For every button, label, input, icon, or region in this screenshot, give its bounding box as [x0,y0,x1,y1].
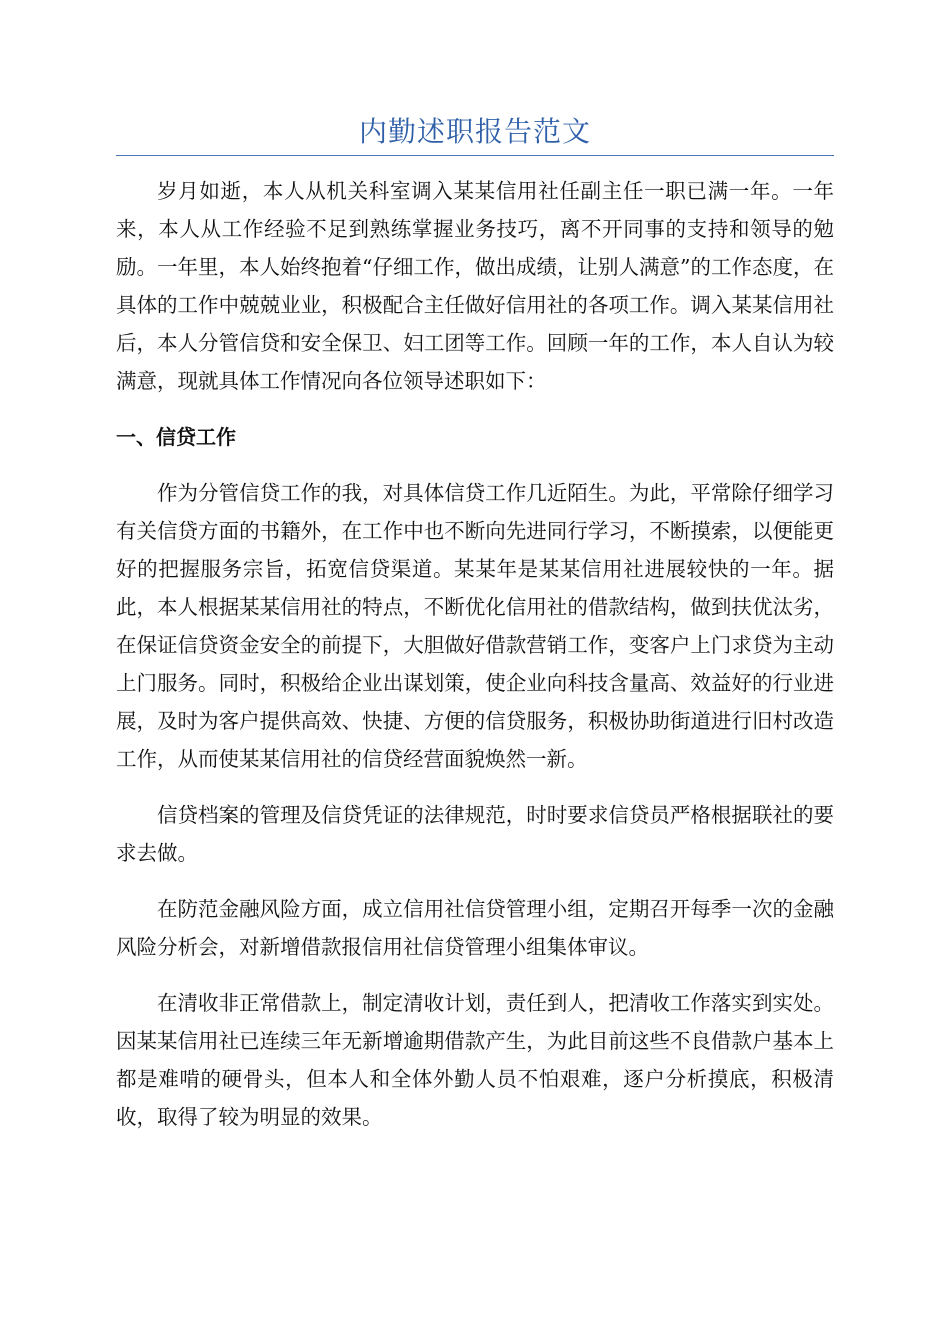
section-paragraph: 在防范金融风险方面，成立信用社信贷管理小组，定期召开每季一次的金融风险分析会，对新增借款报信用社信贷管理小组集体审议。 [116,897,834,959]
section-paragraph: 在清收非正常借款上，制定清收计划，责任到人，把清收工作落实到实处。因某某信用社已连续三年无新增逾期借款产生，为此目前这些不良借款户基本上都是难啃的硬骨头，但本人和全体外勤人员不怕艰难，逐户分析摸底，积极清收，取得了较为明显的效果。 [116,991,834,1129]
title-underline [116,155,834,156]
document-body [116,172,834,1154]
section-paragraph: 作为分管信贷工作的我，对具体信贷工作几近陌生。为此，平常除仔细学习有关信贷方面的书籍外，在工作中也不断向先进同行学习，不断摸索，以便能更好的把握服务宗旨，拓宽信贷渠道。某某年是某某信用社进展较快的一年。据此，本人根据某某信用社的特点，不断优化信用社的借款结构，做到扶优汰劣，在保证信贷资金安全的前提下，大胆做好借款营销工作，变客户上门求贷为主动上门服务。同时，积极给企业出谋划策，使企业向科技含量高、效益好的行业进展，及时为客户提供高效、快捷、方便的信贷服务，积极协助街道进行旧村改造工作，从而使某某信用社的信贷经营面貌焕然一新。 [116,481,834,771]
intro-paragraph: 岁月如逝，本人从机关科室调入某某信用社任副主任一职已满一年。一年来，本人从工作经验不足到熟练掌握业务技巧，离不开同事的支持和领导的勉励。一年里，本人始终抱着“仔细工作，做出成绩，让别人满意”的工作态度，在具体的工作中兢兢业业，积极配合主任做好信用社的各项工作。调入某某信用社后，本人分管信贷和安全保卫、妇工团等工作。回顾一年的工作，本人自认为较满意，现就具体工作情况向各位领导述职如下： [116,179,834,393]
section-paragraph: 信贷档案的管理及信贷凭证的法律规范，时时要求信贷员严格根据联社的要求去做。 [116,803,834,865]
document-title: 内勤述职报告范文 [358,115,591,148]
section-heading-credit-work: 一、信贷工作 [116,425,236,449]
